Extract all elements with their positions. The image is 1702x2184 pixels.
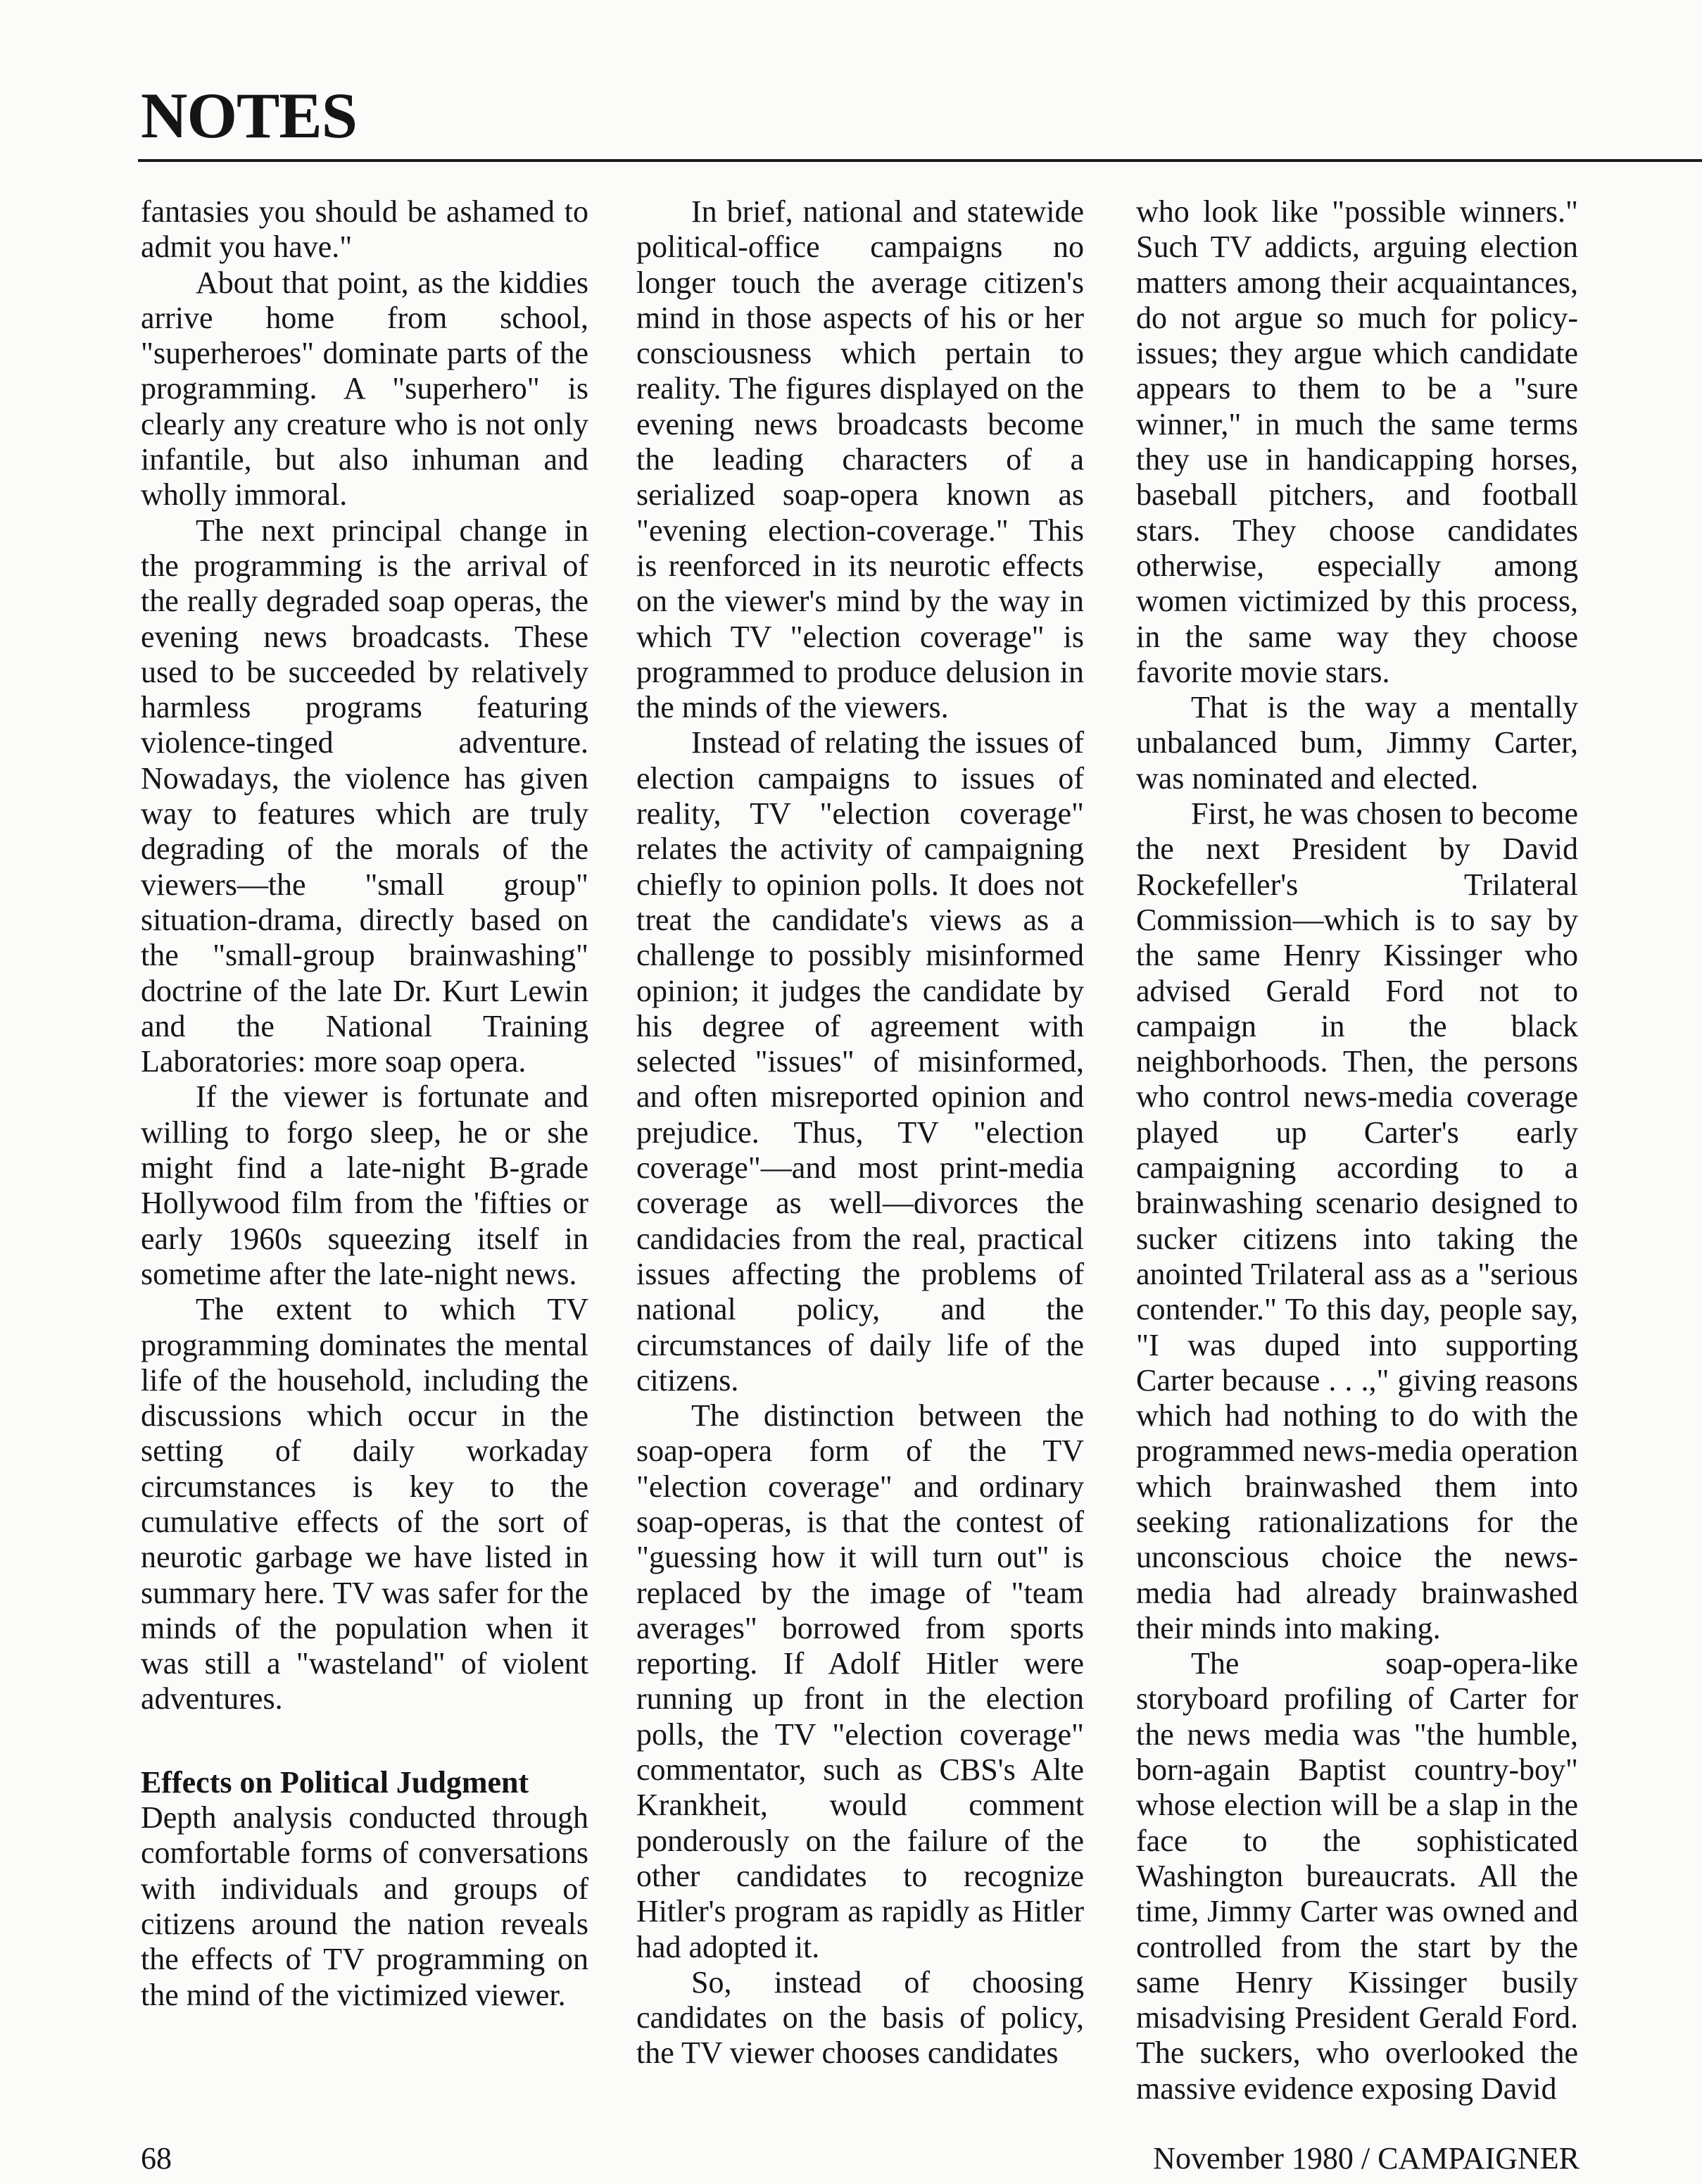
paragraph: Instead of relating the issues of election campaigns to issues of reality, TV "election coverage" relates the activity of campaigning chiefly to opinion polls. It does not treat the candidate's views as a challenge to possibly misinformed opinion; it judges the candidate by his degree of agreement with selected "issues" of misinformed, and often misreported opinion and prejudice. Thus, TV "election coverage"—and most print-media coverage as well—divorces the candidacies from the real, practical issues affecting the problems of national policy, and the circumstances of daily life of the citizens. <box>636 725 1084 1398</box>
text-column-1 <box>141 194 588 2013</box>
paragraph: About that point, as the kiddies arrive home from school, "superheroes" dominate parts of the programming. A "superhero" is clearly any creature who is not only infantile, but also inhuman and wholly immoral. <box>141 265 588 513</box>
paragraph: That is the way a mentally unbalanced bum, Jimmy Carter, was nominated and elected. <box>1136 690 1578 796</box>
paragraph: So, instead of choosing candidates on the basis of policy, the TV viewer chooses candidates <box>636 1964 1084 2071</box>
paragraph: In brief, national and statewide political-office campaigns no longer touch the average citizen's mind in those aspects of his or her consciousness which pertain to reality. The figures displayed on the evening news broadcasts become the leading characters of a serialized soap-opera known as "evening election-coverage." This is reenforced in its neurotic effects on the viewer's mind by the way in which TV "election coverage" is programmed to produce delusion in the minds of the viewers. <box>636 194 1084 725</box>
paragraph: First, he was chosen to become the next President by David Rockefeller's Trilateral Commission—which is to say by the same Henry Kissinger who advised Gerald Ford not to campaign in the black neighborhoods. Then, the persons who control news-media coverage played up Carter's early campaigning according to a brainwashing scenario designed to sucker citizens into taking the anointed Trilateral ass as a "serious contender." To this day, people say, "I was duped into supporting Carter because . . .," giving reasons which had nothing to do with the programmed news-media operation which brainwashed them into seeking rationalizations for the unconscious choice the news-media had already brainwashed their minds into making. <box>1136 796 1578 1645</box>
paragraph: If the viewer is fortunate and willing to forgo sleep, he or she might find a late-night B-grade Hollywood film from the 'fifties or early 1960s squeezing itself in sometime after the late-night news. <box>141 1079 588 1291</box>
text-column-2 <box>636 194 1084 2071</box>
paragraph: The next principal change in the programming is the arrival of the really degraded soap operas, the evening news broadcasts. These used to be succeeded by relatively harmless programs featuring violence-tinged adventure. Nowadays, the violence has given way to features which are truly degrading of the morals of the viewers—the "small group" situation-drama, directly based on the "small-group brainwashing" doctrine of the late Dr. Kurt Lewin and the National Training Laboratories: more soap opera. <box>141 513 588 1079</box>
section-title: NOTES <box>141 80 357 151</box>
section-heading: Effects on Political Judgment <box>141 1764 529 1800</box>
paragraph: who look like "possible winners." Such TV addicts, arguing election matters among their acquaintances, do not argue so much for policy-issues; they argue which candidate appears to them to be a "sure winner," in much the same terms they use in handicapping horses, baseball pitchers, and football stars. They choose candidates otherwise, especially among women victimized by this process, in the same way they choose favorite movie stars. <box>1136 194 1578 689</box>
page-number: 68 <box>141 2141 172 2176</box>
running-footer: November 1980 / CAMPAIGNER <box>1153 2141 1580 2176</box>
paragraph: fantasies you should be ashamed to admit you have." <box>141 194 588 265</box>
header-rule <box>138 159 1702 162</box>
paragraph: The extent to which TV programming dominates the mental life of the household, including the discussions which occur in the setting of daily workaday circumstances is key to the cumulative effects of the sort of neurotic garbage we have listed in summary here. TV was safer for the minds of the population when it was still a "wasteland" of violent adventures. <box>141 1292 588 1717</box>
text-column-3 <box>1136 194 1578 2107</box>
paragraph: The distinction between the soap-opera form of the TV "election coverage" and ordinary soap-operas, is that the contest of "guessing how it will turn out" is replaced by the image of "team averages" borrowed from sports reporting. If Adolf Hitler were running up front in the election polls, the TV "election coverage" commentator, such as CBS's Alte Krankheit, would comment ponderously on the failure of the other candidates to recognize Hitler's program as rapidly as Hitler had adopted it. <box>636 1398 1084 1964</box>
paragraph: The soap-opera-like storyboard profiling of Carter for the news media was "the humble, born-again Baptist country-boy" whose election will be a slap in the face to the sophisticated Washington bureaucrats. All the time, Jimmy Carter was owned and controlled from the start by the same Henry Kissinger busily misadvising President Gerald Ford. The suckers, who overlooked the massive evidence exposing David <box>1136 1646 1578 2106</box>
paragraph: Depth analysis conducted through comfortable forms of conversations with individuals and groups of citizens around the nation reveals the effects of TV programming on the mind of the victimized viewer. <box>141 1800 588 2012</box>
